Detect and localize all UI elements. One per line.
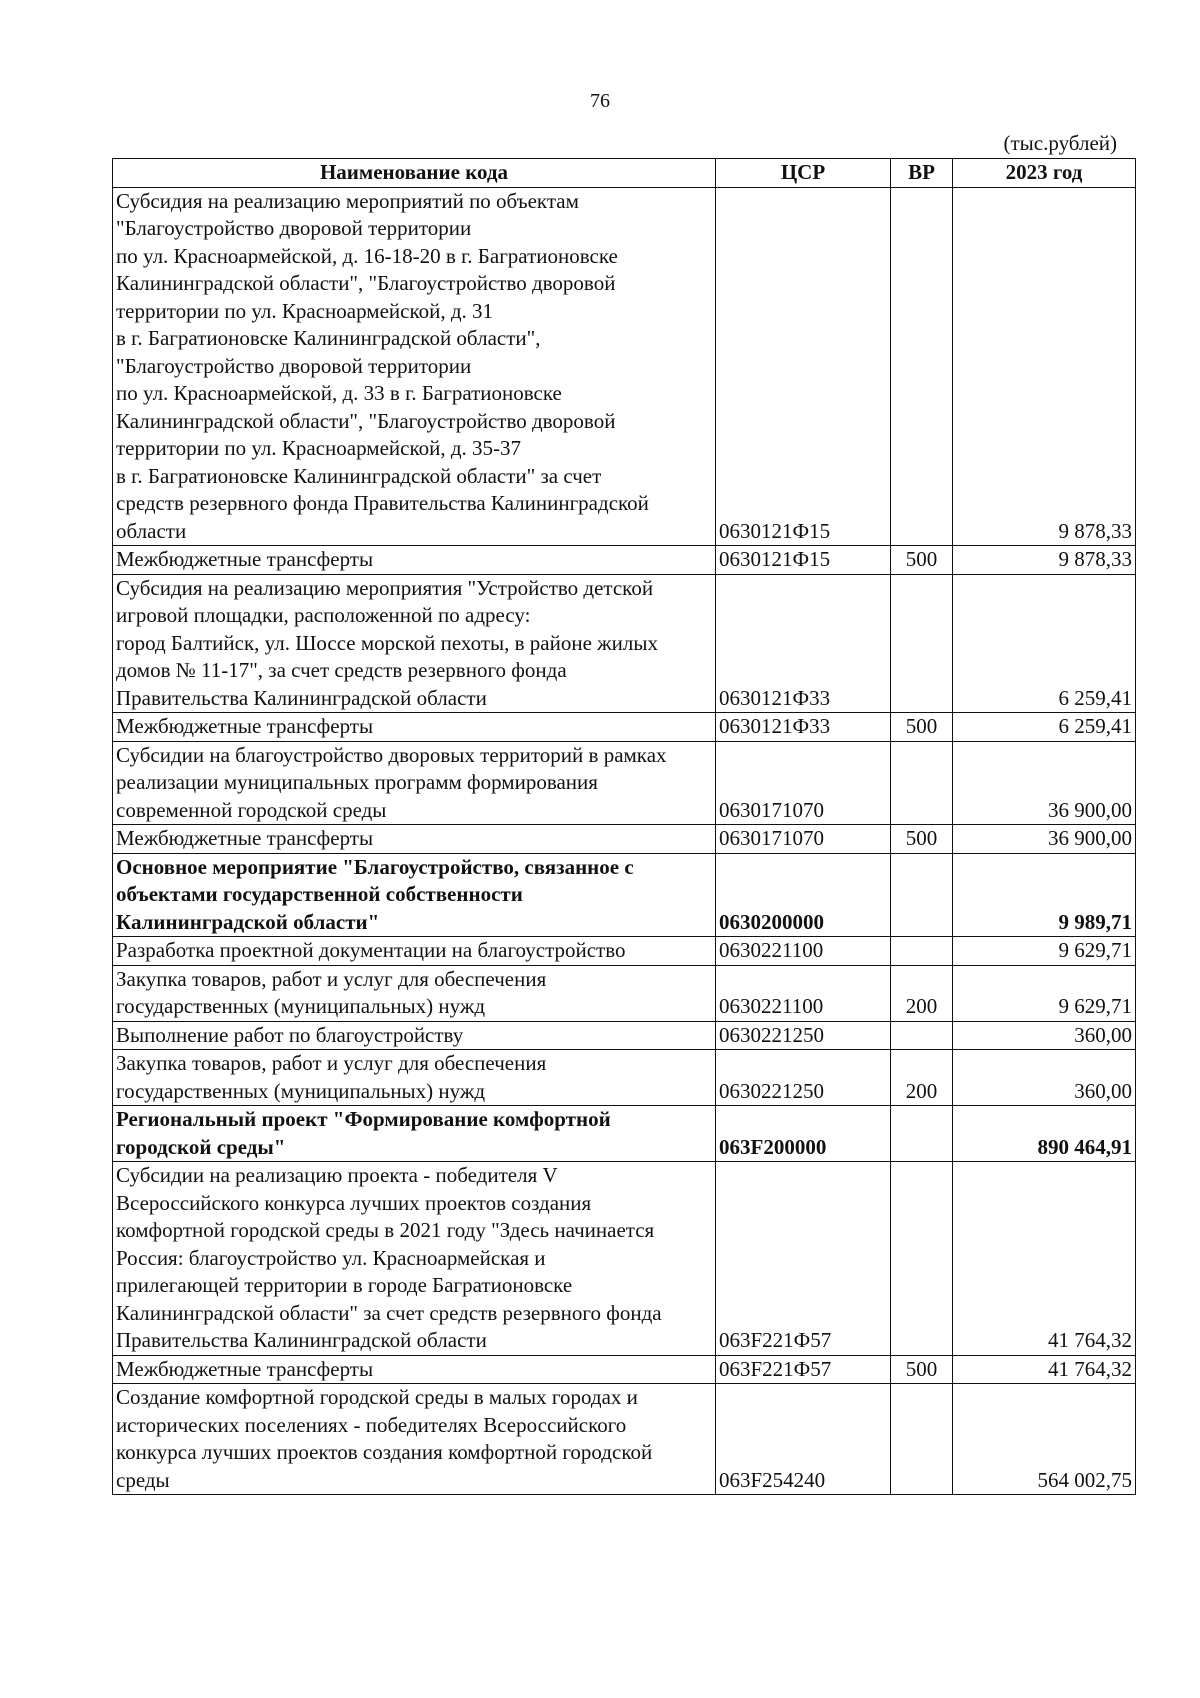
cell-sum [953, 1384, 1136, 1495]
cell-vr [891, 1162, 953, 1356]
cell-vr [891, 825, 953, 854]
cell-vr-text: 500 [905, 714, 938, 738]
cell-sum [953, 546, 1136, 575]
cell-vr [891, 546, 953, 575]
cell-name [113, 937, 716, 966]
cell-sum-text: 41 764,32 [1048, 1328, 1132, 1352]
cell-name [113, 574, 716, 713]
cell-name [113, 1021, 716, 1050]
cell-sum [953, 853, 1136, 937]
table-row [113, 1021, 1136, 1050]
cell-vr-text: 500 [905, 826, 938, 850]
cell-csr-text: 063F200000 [719, 1134, 827, 1159]
cell-vr [891, 741, 953, 825]
table-header [113, 159, 1136, 188]
header-name: Наименование кода [113, 159, 716, 188]
table-row [113, 1384, 1136, 1495]
cell-sum-text: 564 002,75 [1037, 1467, 1132, 1492]
cell-sum-text: 36 900,00 [1048, 826, 1132, 850]
cell-name [113, 1106, 716, 1162]
cell-vr [891, 1355, 953, 1384]
table-row [113, 1162, 1136, 1356]
table-row [113, 713, 1136, 742]
cell-vr [891, 1021, 953, 1050]
cell-vr [891, 1384, 953, 1495]
cell-csr [716, 1355, 891, 1384]
table-row [113, 187, 1136, 546]
cell-sum-text: 9 629,71 [1058, 938, 1132, 962]
header-year: 2023 год [953, 159, 1136, 188]
cell-csr [716, 546, 891, 575]
cell-sum [953, 1162, 1136, 1356]
header-vr: ВР [891, 159, 953, 188]
cell-csr-text: 0630200000 [719, 909, 824, 934]
cell-name-text: Разработка проектной документации на благоустройство [116, 938, 626, 962]
cell-name-text: Межбюджетные трансферты [116, 547, 374, 571]
cell-csr-text: 0630121Ф15 [719, 547, 831, 571]
cell-csr [716, 713, 891, 742]
header-csr: ЦСР [716, 159, 891, 188]
cell-vr [891, 187, 953, 546]
cell-name-text: Выполнение работ по благоустройству [116, 1022, 464, 1047]
table-row [113, 1106, 1136, 1162]
cell-sum-text: 9 629,71 [1058, 994, 1132, 1018]
cell-sum-text: 360,00 [1074, 1022, 1132, 1047]
cell-vr [891, 1106, 953, 1162]
table-body [113, 187, 1136, 1495]
table-row [113, 574, 1136, 713]
cell-vr-text: 500 [905, 547, 938, 571]
cell-csr [716, 1162, 891, 1356]
cell-csr-text: 0630121Ф33 [719, 685, 831, 710]
cell-csr-text: 0630221100 [719, 938, 824, 962]
cell-csr [716, 1021, 891, 1050]
cell-sum [953, 825, 1136, 854]
cell-sum-text: 9 878,33 [1058, 547, 1132, 571]
header-row [113, 159, 1136, 188]
cell-csr [716, 574, 891, 713]
cell-csr [716, 825, 891, 854]
cell-sum-text: 6 259,41 [1058, 685, 1132, 710]
cell-sum-text: 9 878,33 [1058, 518, 1132, 543]
cell-csr-text: 0630121Ф33 [719, 714, 831, 738]
cell-csr-text: 063F254240 [719, 1467, 826, 1492]
cell-csr [716, 1106, 891, 1162]
cell-name-text: Основное мероприятие "Благоустройство, связанное с объектами государственной собственности Калининградской области" [116, 854, 634, 934]
cell-vr [891, 574, 953, 713]
cell-sum-text: 36 900,00 [1048, 797, 1132, 822]
cell-sum [953, 741, 1136, 825]
cell-csr [716, 1384, 891, 1495]
cell-vr [891, 965, 953, 1021]
cell-vr-text: 200 [905, 994, 938, 1018]
units-label: (тыс.рублей) [1003, 131, 1117, 155]
cell-name [113, 825, 716, 854]
cell-sum-text: 6 259,41 [1058, 714, 1132, 738]
table-row [113, 546, 1136, 575]
cell-csr [716, 937, 891, 966]
cell-csr-text: 0630171070 [719, 797, 824, 822]
budget-table [112, 158, 1136, 1495]
cell-sum [953, 187, 1136, 546]
cell-name-text: Субсидия на реализацию мероприятий по объектам "Благоустройство дворовой территории по ул. Красноармейской, д. 16-18-20 в г. Багратионовске Калининградской области", "Благоустройство дворовой территории по ул. Красноармейской, д. 31 в г. Багратионовске Калининградской области", "Благоустройство дворовой территории по ул. Красноармейской, д. 33 в г. Багратионовске Калининградской области", "Благоустройство дворовой территории по ул. Красноармейской, д. 35-37 в г. Багратионовске Калининградской области" за счет средств резервного фонда Правительства Калининградской области [116, 188, 649, 543]
cell-sum [953, 1050, 1136, 1106]
cell-sum-text: 9 989,71 [1058, 909, 1132, 934]
cell-name-text: Межбюджетные трансферты [116, 1356, 374, 1381]
cell-sum-text: 890 464,91 [1037, 1134, 1132, 1159]
cell-csr [716, 741, 891, 825]
cell-sum [953, 1355, 1136, 1384]
cell-vr [891, 1050, 953, 1106]
cell-vr-text: 200 [905, 1078, 938, 1103]
cell-name [113, 713, 716, 742]
cell-name-text: Субсидия на реализацию мероприятия "Устройство детской игровой площадки, расположенной по адресу: город Балтийск, ул. Шоссе морской пехоты, в районе жилых домов № 11-17", за счет средств резервного фонда Правительства Калининградской области [116, 575, 658, 710]
page-number: 76 [590, 90, 610, 112]
table-row [113, 853, 1136, 937]
cell-sum-text: 360,00 [1074, 1078, 1132, 1103]
table-row [113, 825, 1136, 854]
cell-name [113, 1355, 716, 1384]
cell-name [113, 187, 716, 546]
cell-name-text: Региональный проект "Формирование комфортной городской среды" [116, 1107, 611, 1159]
cell-vr [891, 937, 953, 966]
cell-name-text: Закупка товаров, работ и услуг для обеспечения государственных (муниципальных) нужд [116, 966, 547, 1018]
cell-name [113, 741, 716, 825]
cell-name-text: Межбюджетные трансферты [116, 826, 374, 850]
cell-name [113, 853, 716, 937]
cell-csr [716, 965, 891, 1021]
cell-name [113, 965, 716, 1021]
cell-csr-text: 0630221250 [719, 1078, 824, 1103]
cell-csr [716, 853, 891, 937]
cell-sum-text: 41 764,32 [1048, 1356, 1132, 1381]
cell-csr-text: 0630221250 [719, 1022, 824, 1047]
table-row [113, 1050, 1136, 1106]
cell-name-text: Закупка товаров, работ и услуг для обеспечения государственных (муниципальных) нужд [116, 1051, 547, 1103]
cell-csr-text: 063F221Ф57 [719, 1328, 832, 1352]
cell-name [113, 1384, 716, 1495]
cell-sum [953, 574, 1136, 713]
cell-csr-text: 0630121Ф15 [719, 518, 831, 543]
cell-name [113, 546, 716, 575]
cell-vr [891, 853, 953, 937]
cell-vr-text: 500 [905, 1356, 938, 1381]
cell-name-text: Межбюджетные трансферты [116, 714, 374, 738]
table-row [113, 1355, 1136, 1384]
table-row [113, 937, 1136, 966]
cell-csr [716, 1050, 891, 1106]
cell-name-text: Субсидии на реализацию проекта - победителя V Всероссийского конкурса лучших проектов создания комфортной городской среды в 2021 году "Здесь начинается Россия: благоустройство ул. Красноармейская и прилегающей территории в городе Багратионовске Калининградской области" за счет средств резервного фонда Правительства Калининградской области [116, 1163, 662, 1352]
table-row [113, 965, 1136, 1021]
cell-sum [953, 965, 1136, 1021]
cell-sum [953, 1021, 1136, 1050]
table-row [113, 741, 1136, 825]
cell-csr-text: 0630221100 [719, 994, 824, 1018]
cell-name-text: Создание комфортной городской среды в малых городах и исторических поселениях - победителях Всероссийского конкурса лучших проектов создания комфортной городской среды [116, 1385, 653, 1492]
cell-csr [716, 187, 891, 546]
cell-vr [891, 713, 953, 742]
cell-sum [953, 937, 1136, 966]
cell-name-text: Субсидии на благоустройство дворовых территорий в рамках реализации муниципальных программ формирования современной городской среды [116, 742, 667, 822]
cell-name [113, 1050, 716, 1106]
cell-name [113, 1162, 716, 1356]
cell-sum [953, 713, 1136, 742]
cell-sum [953, 1106, 1136, 1162]
cell-csr-text: 0630171070 [719, 826, 824, 850]
cell-csr-text: 063F221Ф57 [719, 1356, 832, 1381]
